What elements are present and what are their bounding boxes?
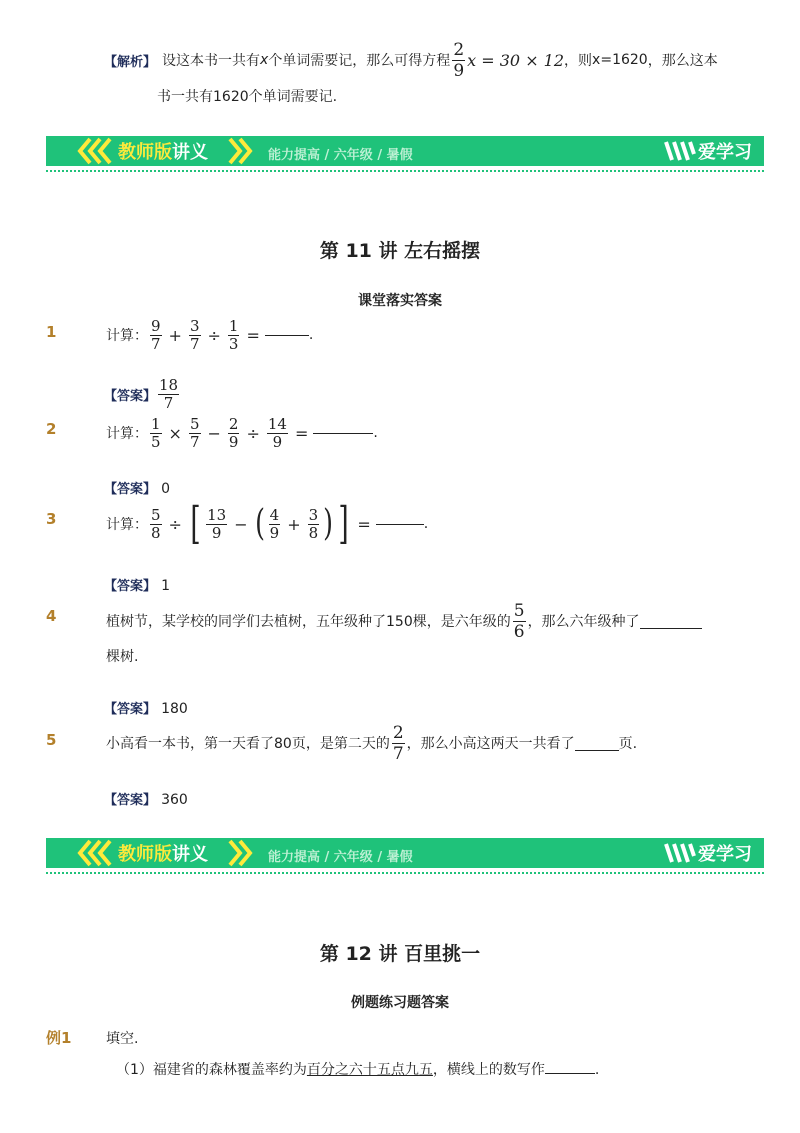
banner-title: 教师版讲义: [118, 142, 208, 163]
teacher-banner: [46, 136, 764, 166]
answer-2: 【答案】 0: [104, 481, 171, 497]
problem-5: 小高看一本书，第一天看了80页，是第二天的 $\frac{2}{7}$ ，那么小高这两天一共看了 页.: [106, 722, 638, 764]
chevron-left-icon: [76, 136, 116, 166]
answer-blank: [545, 1072, 595, 1074]
intro-text-c: ，则: [564, 53, 593, 69]
problem-number: 2: [46, 420, 57, 438]
lecture-11-subtitle: 课堂落实答案: [358, 293, 442, 309]
answer-blank: [376, 523, 424, 525]
answer-value: 1: [161, 578, 171, 594]
intro-x-value: x=1620: [592, 52, 648, 68]
underlined-phrase: 百分之六十五点九五: [306, 1062, 433, 1078]
answer-4: 【答案】 180: [104, 701, 188, 717]
example-item-1: （1）福建省的森林覆盖率约为百分之六十五点九五，横线上的数写作 .: [116, 1062, 600, 1078]
intro-var-x: x: [260, 52, 269, 68]
intro-eq-fraction: $\frac{2}{9}$: [453, 39, 465, 81]
problem-4-continued: 棵树.: [106, 649, 139, 665]
intro-equation: x = 30 × 12: [467, 50, 565, 70]
banner-breadcrumb: 能力提高 / 六年级 / 暑假: [268, 850, 413, 865]
fraction: $\frac{13}{9}$: [207, 505, 227, 542]
lecture-11-title: 第 11 讲 左右摇摆: [319, 240, 481, 262]
fraction: $\frac{5}{7}$: [189, 414, 200, 451]
problem-number: 1: [46, 323, 57, 341]
fraction: $\frac{14}{9}$: [267, 414, 287, 451]
problem-4: 植树节，某学校的同学们去植树，五年级种了150棵，是六年级的 $\frac{5}{6}$ ，那么六年级种了: [106, 600, 702, 642]
brand-logo-text: 爱学习: [698, 844, 752, 865]
fraction: $\frac{2}{7}$: [392, 722, 404, 764]
problem-number: 3: [46, 510, 57, 528]
intro-text-a: 设这本书一共有: [162, 53, 261, 69]
fraction: $\frac{4}{9}$: [269, 505, 280, 542]
example-text: 填空.: [106, 1031, 139, 1047]
fraction: $\frac{1}{5}$: [151, 414, 161, 451]
chevron-right-icon: [226, 838, 262, 868]
fraction: $\frac{3}{7}$: [189, 316, 200, 353]
chevron-right-icon: [226, 136, 262, 166]
answer-value: 360: [161, 792, 188, 808]
intro-line-1: [104, 40, 718, 80]
divider: [46, 872, 764, 874]
problem-number: 5: [46, 731, 57, 749]
answer-blank: [640, 627, 702, 629]
intro-line-2: 书一共有1620个单词需要记.: [157, 89, 338, 105]
brand-logo-icon: [664, 136, 696, 166]
example-label: 例1: [46, 1029, 72, 1047]
answer-value: 180: [161, 701, 188, 717]
problem-3: 计算： $\frac{5}{8}$ ÷ [ $\frac{13}{9}$ − ( $\frac{4}{9}$ + $\frac{3}{8}$ ) ] = .: [106, 498, 429, 549]
chevron-left-icon: [76, 838, 116, 868]
problem-2: 计算： $\frac{1}{5}$ × $\frac{5}{7}$ − $\frac{2}{9}$ ÷ $\frac{14}{9}$ = .: [106, 414, 378, 451]
answer-3: 【答案】 1: [104, 578, 171, 594]
fraction: $\frac{1}{3}$: [228, 316, 239, 353]
problem-number: 4: [46, 607, 57, 625]
answer-1: 【答案】 $\frac{18}{7}$: [104, 375, 179, 412]
lecture-12-subtitle: 例题练习题答案: [351, 995, 449, 1011]
fraction: $\frac{5}{8}$: [151, 505, 161, 542]
banner-breadcrumb: 能力提高 / 六年级 / 暑假: [268, 148, 413, 163]
answer-5: 【答案】 360: [104, 792, 188, 808]
teacher-banner: [46, 838, 764, 868]
fraction: $\frac{3}{8}$: [308, 505, 319, 542]
answer-blank: [265, 334, 309, 336]
fraction: $\frac{9}{7}$: [151, 316, 161, 353]
fraction: $\frac{5}{6}$: [513, 600, 525, 642]
fraction: $\frac{2}{9}$: [228, 414, 239, 451]
brand-logo-icon: [664, 838, 696, 868]
intro-text-d: ，那么这本: [647, 53, 718, 69]
brand-logo-text: 爱学习: [698, 142, 752, 163]
banner-title: 教师版讲义: [118, 844, 208, 865]
divider: [46, 170, 764, 172]
answer-blank: [313, 432, 373, 434]
answer-blank: [575, 749, 619, 751]
analysis-tag: 【解析】: [104, 54, 157, 70]
intro-text-b: 个单词需要记，那么可得方程: [268, 53, 451, 69]
answer-value: 0: [161, 481, 171, 497]
answer-fraction: $\frac{18}{7}$: [159, 375, 179, 412]
lecture-12-title: 第 12 讲 百里挑一: [319, 943, 481, 965]
problem-1: 计算： $\frac{9}{7}$ + $\frac{3}{7}$ ÷ $\frac{1}{3}$ = .: [106, 316, 314, 353]
